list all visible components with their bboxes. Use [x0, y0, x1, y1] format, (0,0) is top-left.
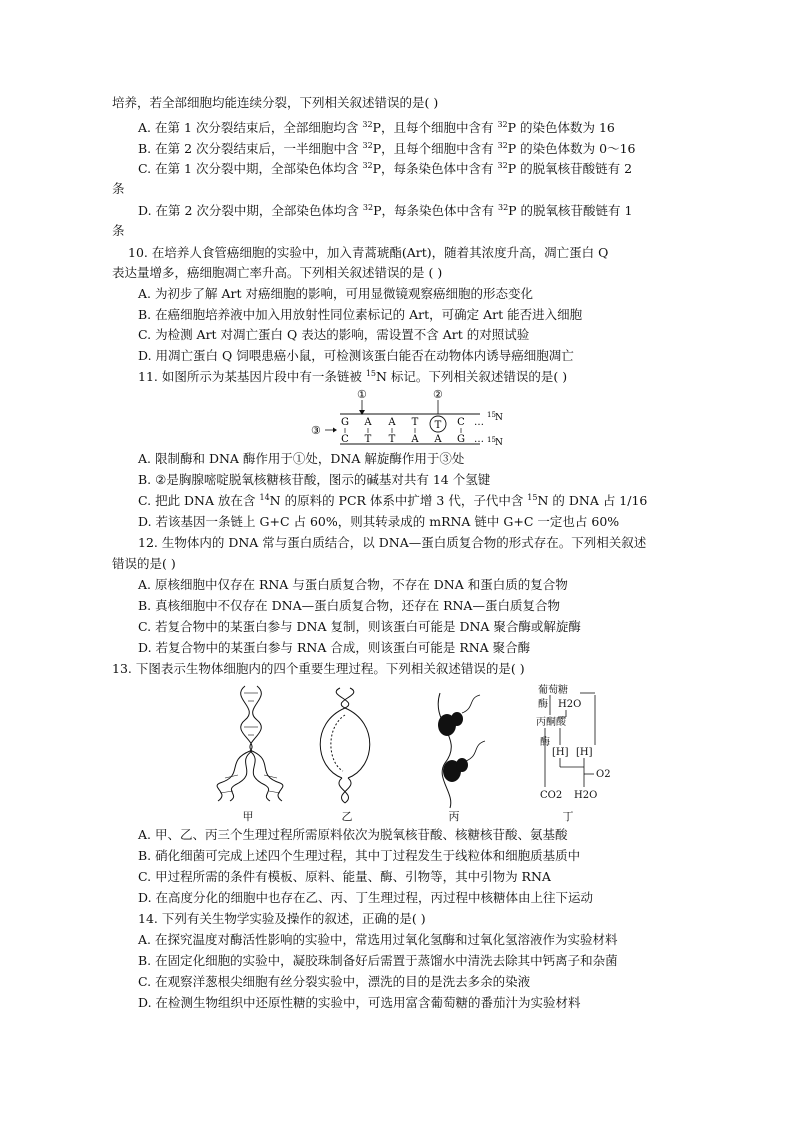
co2-label: CO2: [540, 790, 563, 801]
q9-option-a: A. 在第 1 次分裂结束后，全部细胞均含 $^{32}$P，且每个细胞中含有 $^{32}$P 的染色体数为 16: [138, 119, 615, 135]
q10-stem: 10. 在培养人食管癌细胞的实验中，加入青蒿琥酯(Art)，随着其浓度升高，凋亡蛋白 Q: [128, 245, 609, 260]
q9-option-c: C. 在第 1 次分裂中期，全部染色体均含 $^{32}$P，每条染色体中含有 $^{32}$P 的脱氧核苷酸链有 2: [138, 160, 633, 176]
pyruvate-label: 丙酮酸: [536, 717, 566, 728]
o2-label: O2: [596, 769, 611, 780]
label-15n-top: N: [495, 413, 503, 423]
q12-stem-cont: 错误的是( ): [112, 556, 176, 571]
bottom-base: C: [341, 434, 349, 445]
h2o-out-label: H2O: [574, 790, 598, 801]
q13-option-a: A. 甲、乙、丙三个生理过程所需原料依次为脱氧核苷酸、核糖核苷酸、氨基酸: [138, 827, 568, 842]
h-label-1: [H]: [552, 747, 569, 758]
label-yi: 乙: [341, 810, 353, 823]
q13-option-c: C. 甲过程所需的条件有模板、原料、能量、酶、引物等，其中引物为 RNA: [138, 869, 551, 884]
q11-dna-figure: [305, 386, 515, 448]
q10-option-a: A. 为初步了解 Art 对癌细胞的影响，可用显微镜观察癌细胞的形态变化: [138, 286, 533, 301]
q9-option-c-cont: 条: [112, 181, 125, 196]
replication-diagram: [217, 686, 283, 801]
mark-2: ②: [433, 388, 443, 401]
translation-diagram: [438, 693, 485, 808]
label-15n-top-sup: 15: [487, 411, 496, 419]
q12-option-a: A. 原核细胞中仅存在 RNA 与蛋白质复合物，不存在 DNA 和蛋白质的复合物: [138, 577, 568, 592]
q9-option-d: D. 在第 2 次分裂中期，全部染色体均含 $^{32}$P，每条染色体中含有 $^{32}$P 的脱氧核苷酸链有 1: [138, 202, 633, 218]
glucose-label: 葡萄糖: [538, 685, 568, 696]
top-ellipsis: …: [474, 417, 484, 428]
top-base: A: [364, 417, 372, 428]
q12-option-c: C. 若复合物中的某蛋白参与 DNA 复制，则该蛋白可能是 DNA 聚合酶或解旋酶: [138, 619, 581, 634]
h2o-in-label: H2O: [558, 699, 582, 710]
top-base: A: [388, 417, 396, 428]
q10-option-d: D. 用凋亡蛋白 Q 饲喂患癌小鼠，可检测该蛋白能否在动物体内诱导癌细胞凋亡: [138, 348, 574, 363]
top-base: G: [341, 417, 349, 428]
top-base: T: [434, 420, 442, 431]
q12-option-b: B. 真核细胞中不仅存在 DNA—蛋白质复合物，还存在 RNA—蛋白质复合物: [138, 598, 560, 613]
label-jia: 甲: [242, 810, 254, 823]
q14-option-c: C. 在观察洋葱根尖细胞有丝分裂实验中，漂洗的目的是洗去多余的染液: [138, 974, 531, 989]
top-base: T: [411, 417, 419, 428]
q10-option-b: B. 在癌细胞培养液中加入用放射性同位素标记的 Art，可确定 Art 能否进入细胞: [138, 307, 583, 322]
q11-option-b: B. ②是胸腺嘧啶脱氧核糖核苷酸，图示的碱基对共有 14 个氢键: [138, 472, 491, 487]
q13-stem: 13. 下图表示生物体细胞内的四个重要生理过程。下列相关叙述错误的是( ): [112, 661, 525, 676]
bottom-base: A: [411, 434, 419, 445]
q12-stem: 12. 生物体内的 DNA 常与蛋白质结合，以 DNA—蛋白质复合物的形式存在。下列相关叙述: [138, 535, 647, 550]
q14-option-a: A. 在探究温度对酶活性影响的实验中，常选用过氧化氢酶和过氧化氢溶液作为实验材料: [138, 932, 618, 947]
q14-stem: 14. 下列有关生物学实验及操作的叙述，正确的是( ): [138, 911, 426, 926]
top-base: C: [457, 417, 465, 428]
q14-option-d: D. 在检测生物组织中还原性糖的实验中，可选用富含葡萄糖的番茄汁为实验材料: [138, 995, 581, 1010]
bottom-base: T: [388, 434, 396, 445]
bottom-base: G: [457, 434, 465, 445]
label-bing: 丙: [448, 810, 460, 823]
q10-stem-cont: 表达量增多，癌细胞凋亡率升高。下列相关叙述错误的是 ( ): [112, 265, 443, 280]
enzyme-label-2: 酶: [540, 737, 550, 748]
bottom-ellipsis: …: [474, 434, 484, 445]
respiration-diagram: [536, 683, 611, 801]
q13-figure: [200, 683, 630, 823]
q11-stem: 11. 如图所示为某基因片段中有一条链被 $^{15}$N 标记。下列相关叙述错误的是( ): [138, 368, 568, 384]
q9-stem: 培养，若全部细胞均能连续分裂，下列相关叙述错误的是( ): [112, 95, 439, 110]
mark-1: ①: [357, 388, 367, 401]
q9-option-b: B. 在第 2 次分裂结束后，一半细胞中含 $^{32}$P，且每个细胞中含有 $^{32}$P 的染色体数为 0～16: [138, 140, 636, 156]
bottom-base: T: [364, 434, 372, 445]
q11-option-c: C. 把此 DNA 放在含 $^{14}$N 的原料的 PCR 体系中扩增 3 代，子代中含 $^{15}$N 的 DNA 占 1/16: [138, 492, 648, 508]
transcription-diagram: [320, 688, 370, 803]
h-label-2: [H]: [576, 747, 593, 758]
q12-option-d: D. 若复合物中的某蛋白参与 RNA 合成，则该蛋白可能是 RNA 聚合酶: [138, 640, 531, 655]
q10-option-c: C. 为检测 Art 对凋亡蛋白 Q 表达的影响，需设置不含 Art 的对照试验: [138, 327, 530, 342]
q13-option-b: B. 硝化细菌可完成上述四个生理过程，其中丁过程发生于线粒体和细胞质基质中: [138, 848, 581, 863]
q11-option-d: D. 若该基因一条链上 G+C 占 60%，则其转录成的 mRNA 链中 G+C 一定也占 60%: [138, 514, 620, 529]
label-15n-bottom: N: [495, 438, 503, 448]
bottom-base: A: [434, 434, 442, 445]
q9-option-d-cont: 条: [112, 223, 125, 238]
label-ding: 丁: [562, 810, 574, 823]
q14-option-b: B. 在固定化细胞的实验中，凝胶珠制备好后需置于蒸馏水中清洗去除其中钙离子和杂菌: [138, 953, 618, 968]
mark-3: ③: [311, 424, 321, 437]
q13-option-d: D. 在高度分化的细胞中也存在乙、丙、丁生理过程，丙过程中核糖体由上往下运动: [138, 890, 594, 905]
q11-option-a: A. 限制酶和 DNA 酶作用于①处，DNA 解旋酶作用于③处: [138, 451, 465, 466]
enzyme-label-1: 酶: [538, 699, 548, 710]
label-15n-bottom-sup: 15: [487, 436, 496, 444]
